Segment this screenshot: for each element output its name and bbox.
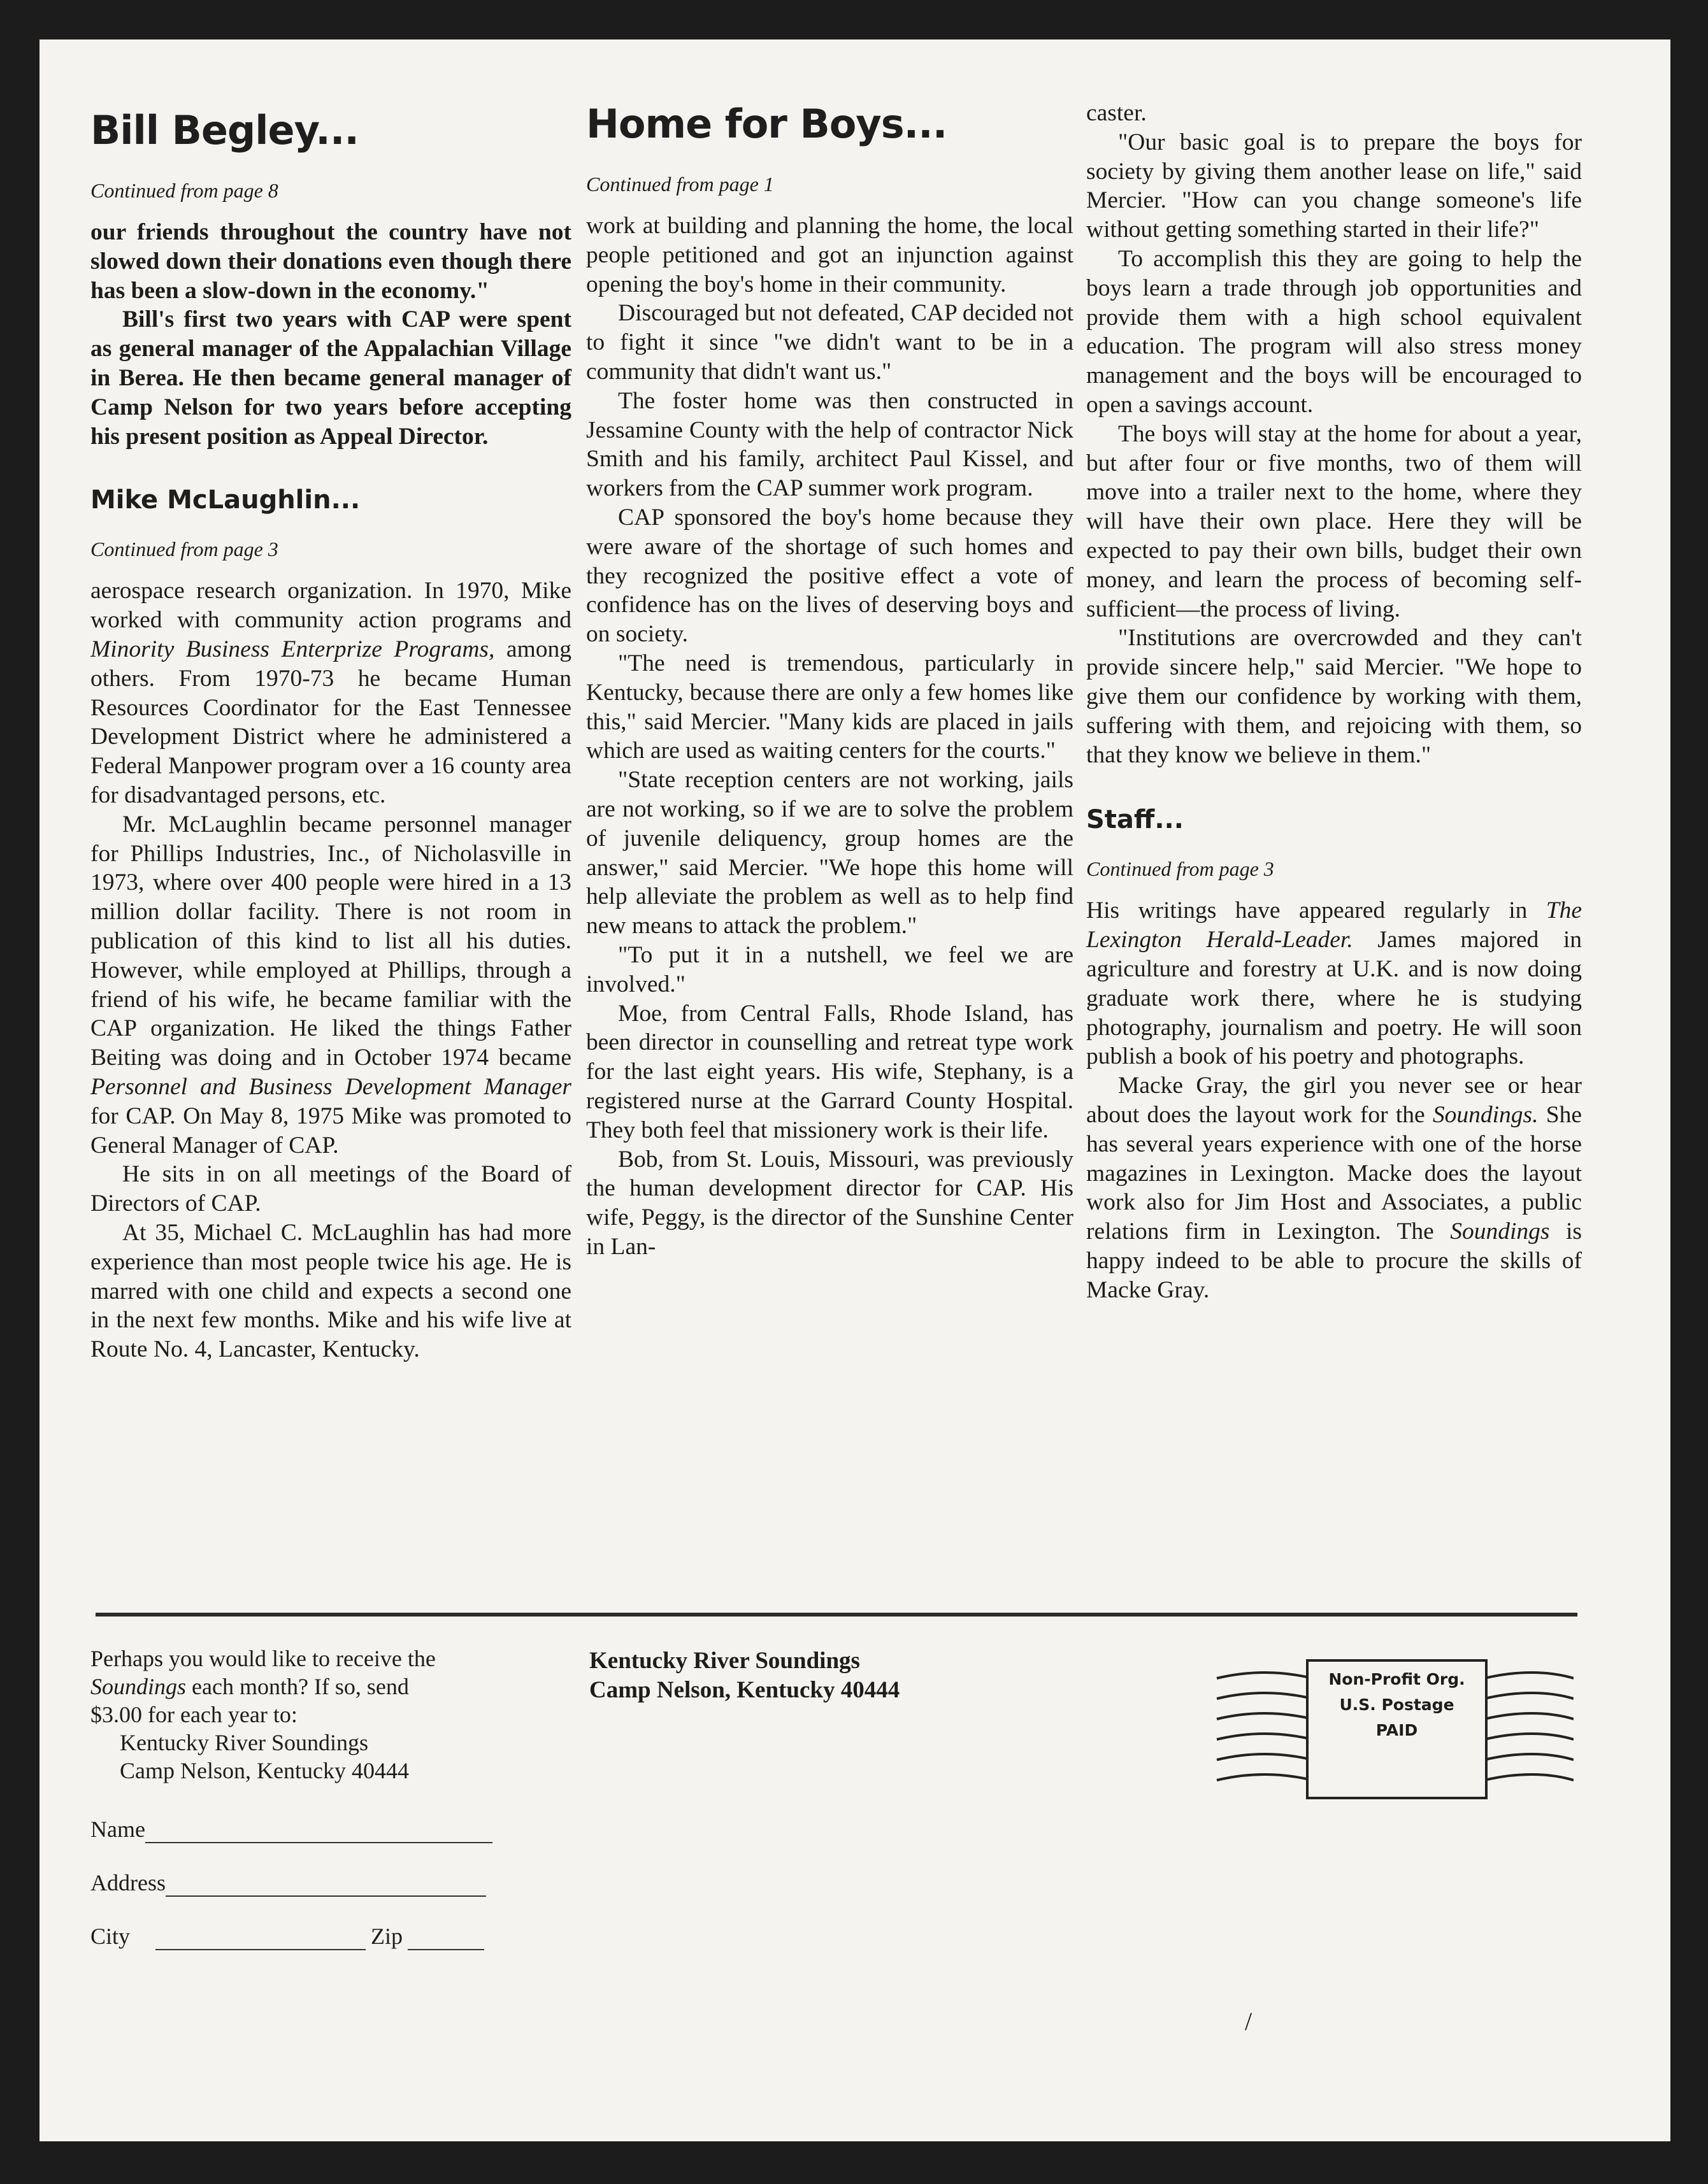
paragraph: "Our basic goal is to prepare the boys for society by giving them another lease on life," said Mercier. "How can you change someone's life without getting something started in their life?" xyxy=(1086,129,1582,243)
postage-box: Non-Profit Org. U.S. Postage PAID xyxy=(1306,1659,1488,1799)
paragraph: To accomplish this they are going to help the boys learn a trade through job opportunities and provide them with a high school equivalent education. The program will also stress money management and the boys will be encouraged to open a savings account. xyxy=(1086,245,1582,418)
column-middle xyxy=(586,101,1073,1262)
paragraph: "Institutions are overcrowded and they can't provide sincere help," said Mercier. "We hope to give them our confidence by working with them, suffering with them, and rejoicing with them, so that they know we believe in them." xyxy=(1086,625,1582,768)
paragraph: work at building and planning the home, the local people petitioned and got an injunction against opening the boy's home in their community. xyxy=(586,213,1073,297)
paragraph: Moe, from Central Falls, Rhode Island, has been director in counselling and retreat type work for the last eight years. His wife, Stephany, is a registered nurse at the Garrard County Hospital. They both feel that missionery work is their life. xyxy=(586,1000,1073,1143)
footer-divider xyxy=(96,1613,1577,1617)
paragraph: "To put it in a nutshell, we feel we are involved." xyxy=(586,941,1073,997)
continued-note: Continued from page 8 xyxy=(90,179,278,202)
paragraph: "State reception centers are not working, jails are not working, so if we are to solve the problem of juvenile deliquency, group homes are the answer," said Mercier. "We hope this home will help alleviate the problem as well as to help find new means to attack the problem." xyxy=(586,767,1073,939)
continued-note: Continued from page 3 xyxy=(1086,857,1274,881)
paragraph: Discouraged but not defeated, CAP decided not to fight it since "we didn't want to be in a community that didn't want us." xyxy=(586,300,1073,385)
name-field[interactable]: Name xyxy=(90,1815,549,1843)
column-right xyxy=(1086,99,1582,1304)
home-for-boys-heading: Home for Boys... xyxy=(586,101,947,147)
continued-note: Continued from page 1 xyxy=(586,173,774,196)
mailing-address: Kentucky River Soundings Camp Nelson, Kentucky 40444 xyxy=(589,1648,900,1703)
paragraph: The boys will stay at the home for about a year, but after four or five months, two of them will move into a trailer next to the home, where they will have their own place. Here they will be expected to pay their own bills, budget their own money, and learn the process of becoming self-sufficient—the process of living. xyxy=(1086,420,1582,622)
form-text: Kentucky River Soundings xyxy=(120,1730,368,1755)
paragraph: caster. xyxy=(1086,100,1147,126)
subscription-form xyxy=(90,1645,549,1950)
paragraph: our friends throughout the country have not slowed down their donations even though there has been a slow-down in the economy." xyxy=(90,219,571,304)
paragraph: At 35, Michael C. McLaughlin has had more experience than most people twice his age. He is marred with one child and expects a second one in the next few months. Mike and his wife live at Route No. 4, Lancaster, Kentucky. xyxy=(90,1219,571,1363)
paragraph: Macke Gray, the girl you never see or hear about does the layout work for the Soundings. She has several years experience with one of the horse magazines in Lexington. Macke does the layout work also for Jim Host and Associates, a public relations firm in Lexington. The Soundings is happy indeed to be able to procure the skills of Macke Gray. xyxy=(1086,1073,1582,1303)
column-left xyxy=(90,107,571,1364)
continued-note: Continued from page 3 xyxy=(90,538,278,561)
paragraph: He sits in on all meetings of the Board of Directors of CAP. xyxy=(90,1161,571,1217)
city-zip-field[interactable]: City Zip xyxy=(90,1922,549,1950)
postage-indicia xyxy=(1210,1659,1574,1806)
form-text: Perhaps you would like to receive the xyxy=(90,1646,436,1671)
address-field[interactable]: Address xyxy=(90,1869,549,1897)
paragraph: Bob, from St. Louis, Missouri, was previously the human development director for CAP. His wife, Peggy, is the director of the Sunshine Center in Lan- xyxy=(586,1146,1073,1260)
paragraph: The foster home was then constructed in Jessamine County with the help of contractor Nick Smith and his family, architect Paul Kissel, and workers from the CAP summer work program. xyxy=(586,387,1073,502)
form-text: Camp Nelson, Kentucky 40444 xyxy=(120,1758,409,1783)
paragraph: His writings have appeared regularly in The Lexington Herald-Leader. James majored in agriculture and forestry at U.K. and is now doing graduate work there, where he is studying photography, journalism and poetry. He will soon publish a book of his poetry and photographs. xyxy=(1086,897,1582,1070)
form-text: $3.00 for each year to: xyxy=(90,1702,298,1727)
paragraph: Bill's first two years with CAP were spent as general manager of the Appalachian Village in Berea. He then became general manager of Camp Nelson for two years before accepting his present position as Appeal Director. xyxy=(90,306,571,450)
paragraph: aerospace research organization. In 1970, Mike worked with community action programs and Minority Business Enterprize Programs, among others. From 1970-73 he became Human Resources Coordinator for the East Tennessee Development District where he administered a Federal Manpower program over a 16 county area for disadvantaged persons, etc. xyxy=(90,578,571,808)
bill-begley-heading: Bill Begley... xyxy=(90,107,359,153)
paragraph: "The need is tremendous, particularly in Kentucky, because there are only a few homes like this," said Mercier. "Many kids are placed in jails which are used as waiting centers for the courts." xyxy=(586,650,1073,764)
mike-mclaughlin-heading: Mike McLaughlin... xyxy=(90,485,361,515)
paragraph: CAP sponsored the boy's home because they were aware of the shortage of such homes and they recognized the positive effect a vote of confidence has on the lives of deserving boys and on society. xyxy=(586,504,1073,648)
stray-mark: / xyxy=(1245,2007,1252,2036)
paragraph: Mr. McLaughlin became personnel manager for Phillips Industries, Inc., of Nicholasville in 1973, where over 400 people were hired in a 13 million dollar facility. There is not room in publication of this kind to list all his duties. However, while employed at Phillips, through a friend of his wife, he became familiar with the CAP organization. He liked the things Father Beiting was doing and in October 1974 became Personnel and Business Development Manager for CAP. On May 8, 1975 Mike was promoted to General Manager of CAP. xyxy=(90,811,571,1159)
form-text: Soundings each month? If so, send xyxy=(90,1674,409,1699)
staff-heading: Staff... xyxy=(1086,805,1184,835)
